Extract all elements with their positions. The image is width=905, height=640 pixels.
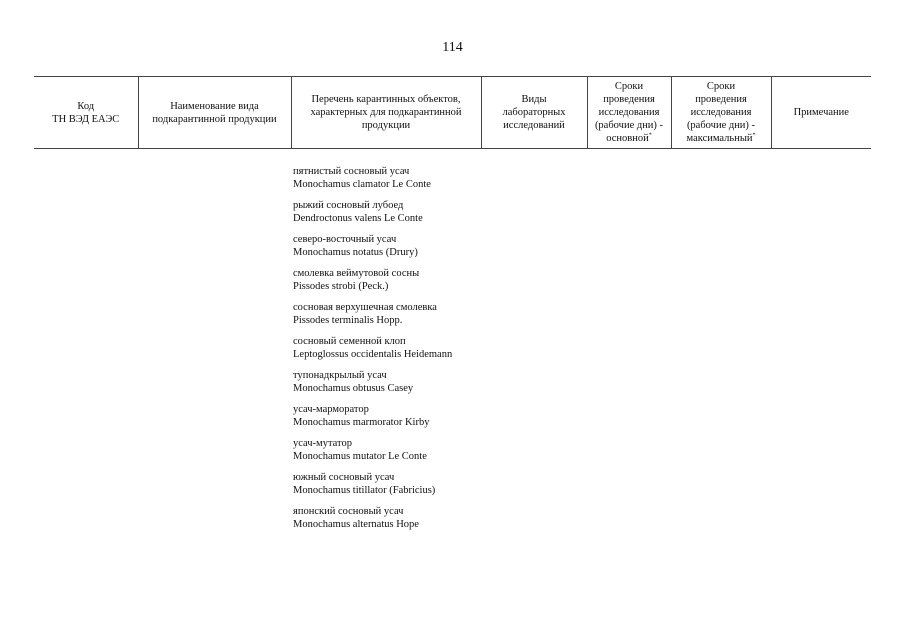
column-header-term-maximum xyxy=(671,77,771,149)
column-header-term-basic xyxy=(587,77,671,149)
header-line-text: максимальный xyxy=(686,133,753,144)
column-header-product-name xyxy=(138,77,291,149)
species-common-name: тупонадкрылый усач xyxy=(293,370,387,381)
column-header-note xyxy=(771,77,871,149)
header-line: исследований xyxy=(503,120,565,131)
header-line xyxy=(590,132,669,145)
species-common-name: усач-марморатор xyxy=(293,404,369,415)
page-number: 114 xyxy=(442,40,463,55)
species-latin-name: Pissodes terminalis Hopp. xyxy=(293,315,403,326)
species-common-name: усач-мутатор xyxy=(293,438,353,449)
header-line: (рабочие дни) - xyxy=(686,120,756,131)
species-latin-name: Pissodes strobi (Peck.) xyxy=(293,281,389,292)
header-line: проведения xyxy=(695,94,747,105)
species-item xyxy=(293,165,493,191)
species-common-name: японский сосновый усач xyxy=(293,506,404,517)
header-line: Наименование вида xyxy=(170,100,259,112)
header-line-text: основной xyxy=(606,133,649,144)
species-common-name: южный сосновый усач xyxy=(293,472,395,483)
species-common-name: сосновый семенной клоп xyxy=(293,336,406,347)
header-line: лабораторных xyxy=(502,107,566,118)
species-item xyxy=(293,505,493,531)
species-common-name: смолевка веймутовой сосны xyxy=(293,268,420,279)
header-line: характерных для подкарантинной xyxy=(310,107,462,118)
species-latin-name: Monochamus marmorator Kirby xyxy=(293,417,430,428)
species-common-name: пятнистый сосновый усач xyxy=(293,166,410,177)
species-item xyxy=(293,267,493,293)
header-line: Виды xyxy=(521,94,547,105)
species-latin-name: Monochamus obtusus Casey xyxy=(293,383,414,394)
species-latin-name: Monochamus titillator (Fabricius) xyxy=(293,485,436,496)
header-row xyxy=(34,77,871,149)
footnote-mark: * xyxy=(648,132,652,139)
header-line: ТН ВЭД ЕАЭС xyxy=(52,113,120,125)
header-line: Перечень карантинных объектов, xyxy=(311,94,461,105)
species-item xyxy=(293,471,493,497)
species-item xyxy=(293,437,493,463)
header-line: подкарантинной продукции xyxy=(152,113,277,125)
species-latin-name: Monochamus notatus (Drury) xyxy=(293,247,418,258)
header-line: (рабочие дни) - xyxy=(594,120,664,131)
species-common-name: северо-восточный усач xyxy=(293,234,397,245)
header-line: исследования xyxy=(690,107,752,118)
species-item xyxy=(293,369,493,395)
species-latin-name: Monochamus mutator Le Conte xyxy=(293,451,427,462)
header-line: Код xyxy=(77,100,95,112)
quarantine-species-list xyxy=(293,165,493,539)
column-header-quarantine-objects xyxy=(291,77,481,149)
footnote-mark: * xyxy=(752,132,756,139)
species-item xyxy=(293,233,493,259)
table-header xyxy=(34,76,871,149)
header-line: исследования xyxy=(598,107,660,118)
species-latin-name: Dendroctonus valens Le Conte xyxy=(293,213,423,224)
species-common-name: сосновая верхушечная смолевка xyxy=(293,302,437,313)
species-item xyxy=(293,301,493,327)
species-latin-name: Monochamus clamator Le Conte xyxy=(293,179,431,190)
species-common-name: рыжий сосновый лубоед xyxy=(293,200,404,211)
header-line: Сроки xyxy=(706,81,736,92)
column-header-code xyxy=(34,77,138,149)
species-item xyxy=(293,403,493,429)
header-line: продукции xyxy=(361,120,411,131)
header-line xyxy=(674,132,769,145)
species-item xyxy=(293,335,493,361)
species-item xyxy=(293,199,493,225)
header-line: Сроки xyxy=(614,81,644,92)
species-latin-name: Monochamus alternatus Hope xyxy=(293,519,419,530)
column-header-lab-research-types xyxy=(481,77,587,149)
species-latin-name: Leptoglossus occidentalis Heidemann xyxy=(293,349,453,360)
header-line: Примечание xyxy=(793,107,849,118)
header-line: проведения xyxy=(603,94,655,105)
